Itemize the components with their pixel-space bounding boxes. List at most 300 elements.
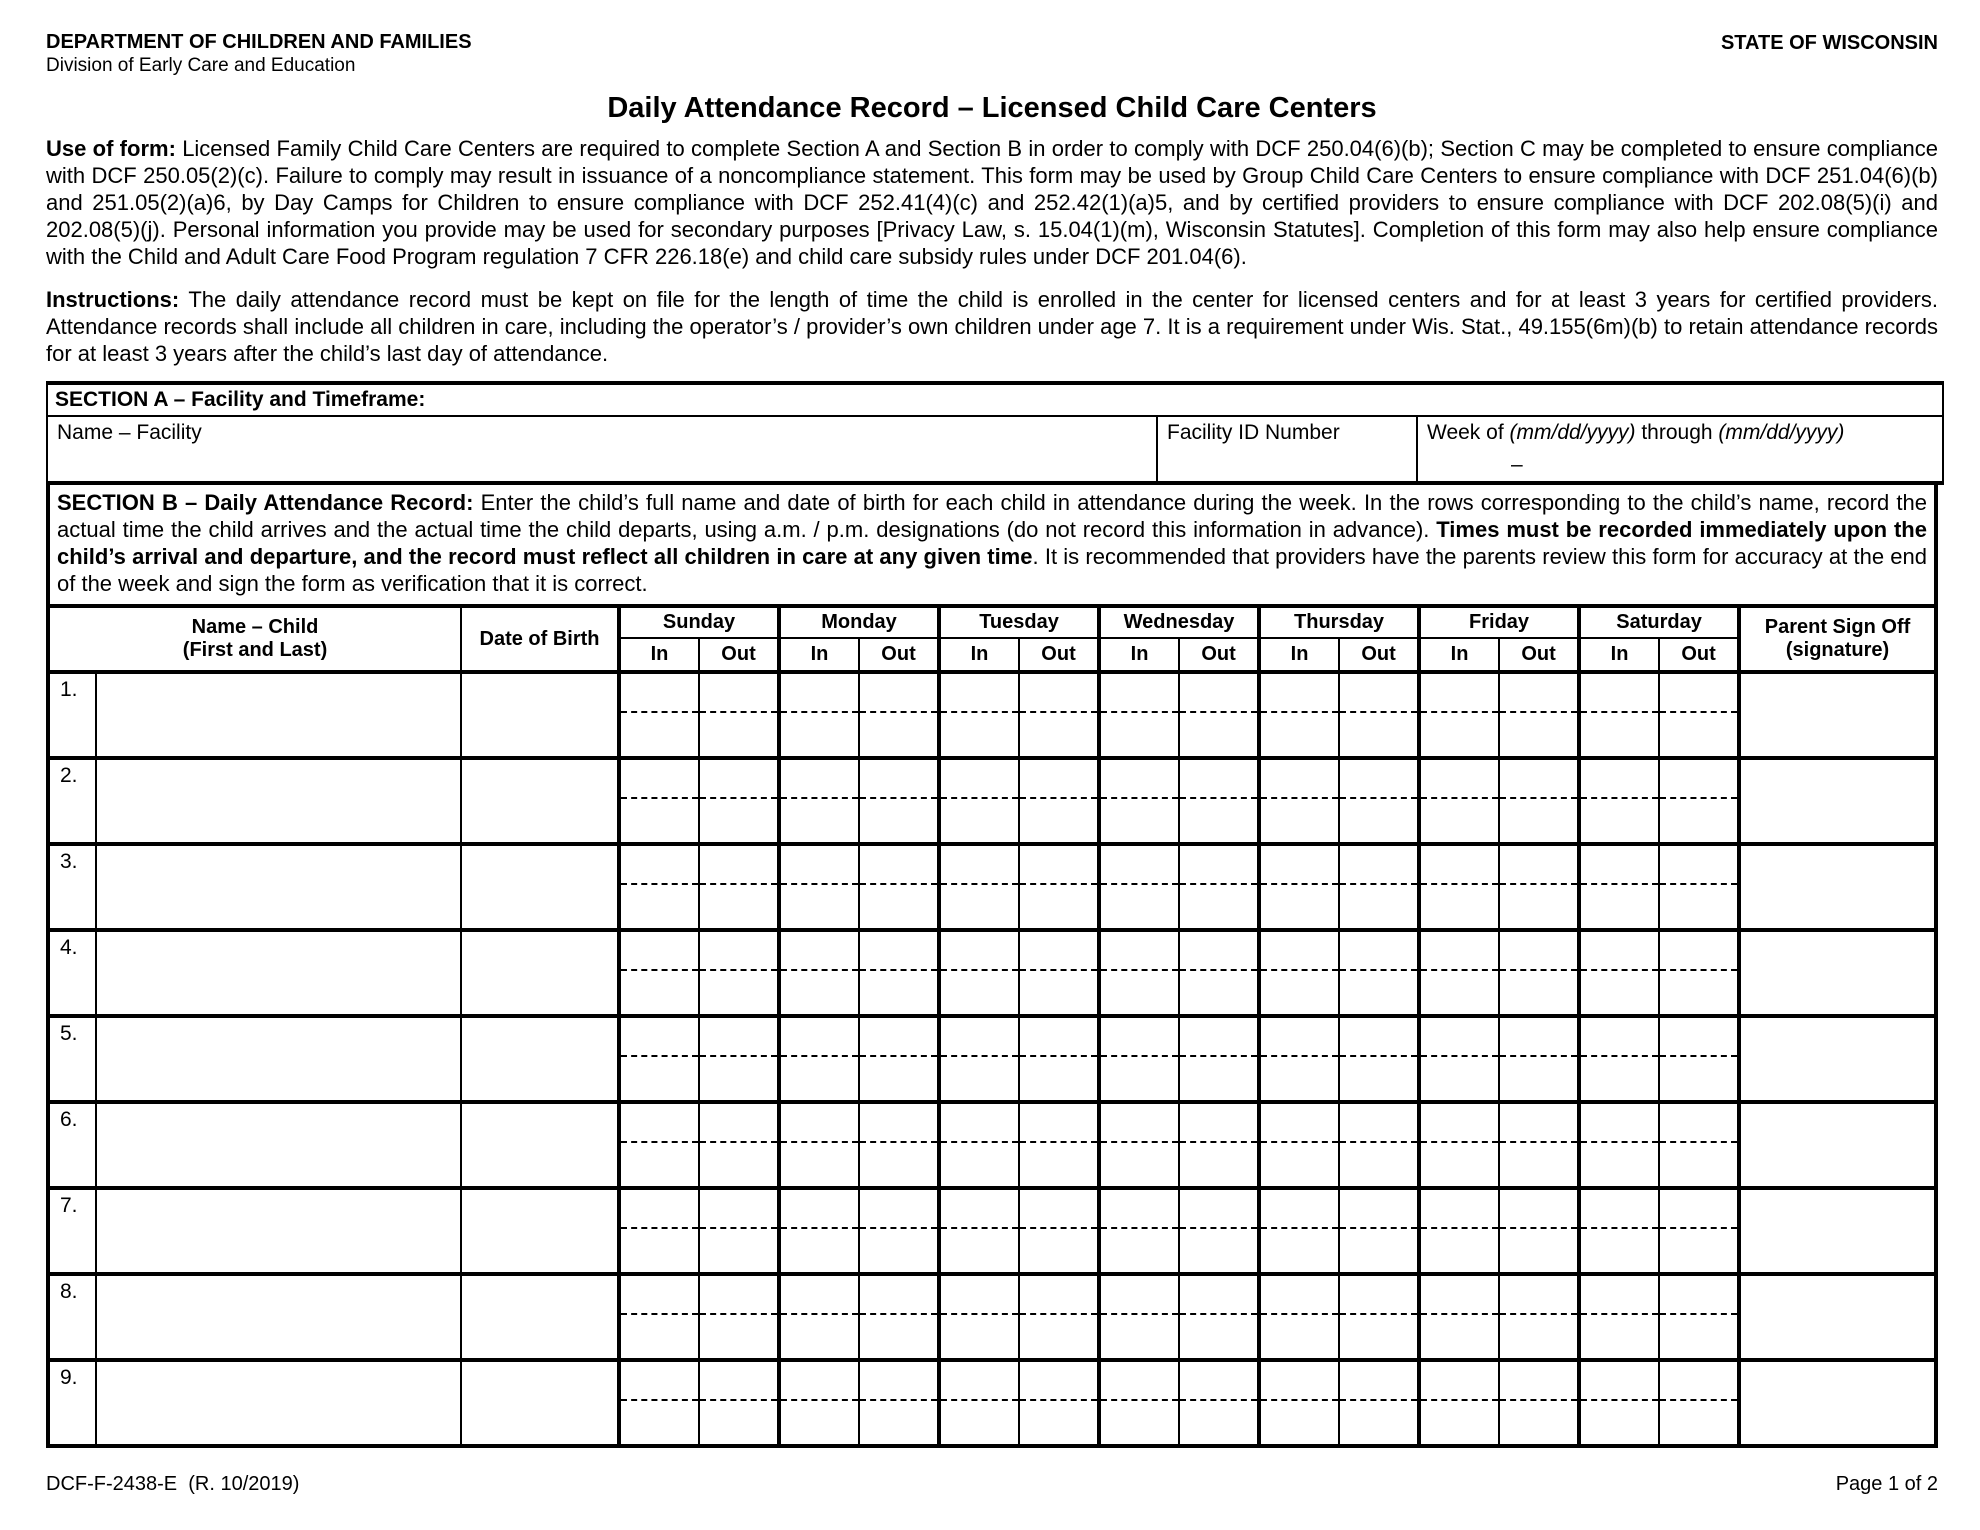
split-line bbox=[860, 711, 937, 713]
time-out-cell[interactable] bbox=[1659, 844, 1739, 930]
split-line bbox=[781, 1141, 858, 1143]
date-of-birth-cell[interactable] bbox=[461, 672, 619, 758]
time-out-cell[interactable] bbox=[1179, 758, 1259, 844]
time-out-cell[interactable] bbox=[1499, 672, 1579, 758]
split-line bbox=[781, 969, 858, 971]
name-child-header-line1: Name – Child bbox=[191, 616, 319, 638]
split-line bbox=[1101, 1313, 1178, 1315]
split-line bbox=[1660, 1055, 1737, 1057]
row-number: 6. bbox=[48, 1102, 96, 1188]
time-in-cell[interactable] bbox=[1419, 1360, 1499, 1446]
split-line bbox=[1500, 883, 1577, 885]
split-line bbox=[700, 969, 777, 971]
time-in-cell[interactable] bbox=[779, 844, 859, 930]
child-name-cell[interactable] bbox=[96, 758, 461, 844]
child-name-cell[interactable] bbox=[96, 672, 461, 758]
time-out-cell[interactable] bbox=[1499, 1360, 1579, 1446]
date-of-birth-cell[interactable] bbox=[461, 1016, 619, 1102]
child-name-cell[interactable] bbox=[96, 930, 461, 1016]
time-in-cell[interactable] bbox=[1419, 1016, 1499, 1102]
split-line bbox=[1180, 1313, 1257, 1315]
split-line bbox=[621, 883, 698, 885]
time-out-cell[interactable] bbox=[1659, 1016, 1739, 1102]
time-out-cell[interactable] bbox=[1179, 1274, 1259, 1360]
split-line bbox=[700, 711, 777, 713]
date-of-birth-cell[interactable] bbox=[461, 1188, 619, 1274]
time-out-cell[interactable] bbox=[1339, 758, 1419, 844]
section-a-table bbox=[46, 381, 1944, 485]
time-in-cell[interactable] bbox=[939, 1274, 1019, 1360]
time-in-cell[interactable] bbox=[939, 1102, 1019, 1188]
split-line bbox=[1581, 969, 1658, 971]
split-line bbox=[1660, 1313, 1737, 1315]
time-out-cell[interactable] bbox=[859, 930, 939, 1016]
time-in-cell[interactable] bbox=[1419, 1188, 1499, 1274]
time-in-cell[interactable] bbox=[619, 844, 699, 930]
child-name-cell[interactable] bbox=[96, 1016, 461, 1102]
time-in-cell[interactable] bbox=[619, 672, 699, 758]
time-in-cell[interactable] bbox=[1259, 844, 1339, 930]
split-line bbox=[1421, 1141, 1498, 1143]
time-out-cell[interactable] bbox=[699, 672, 779, 758]
child-name-cell[interactable] bbox=[96, 1360, 461, 1446]
split-line bbox=[1340, 1055, 1417, 1057]
split-line bbox=[1660, 883, 1737, 885]
split-line bbox=[1261, 969, 1338, 971]
time-in-cell[interactable] bbox=[1259, 1274, 1339, 1360]
time-in-cell[interactable] bbox=[619, 1360, 699, 1446]
split-line bbox=[621, 1313, 698, 1315]
time-in-cell[interactable] bbox=[779, 930, 859, 1016]
split-line bbox=[1340, 1227, 1417, 1229]
parent-signoff-cell[interactable] bbox=[1739, 672, 1936, 758]
split-line bbox=[941, 969, 1018, 971]
facility-id-field[interactable] bbox=[1157, 416, 1417, 483]
time-out-cell[interactable] bbox=[1019, 1188, 1099, 1274]
split-line bbox=[1101, 1141, 1178, 1143]
split-line bbox=[1660, 1399, 1737, 1401]
time-out-cell[interactable] bbox=[1499, 1102, 1579, 1188]
split-line bbox=[1180, 883, 1257, 885]
time-in-cell[interactable] bbox=[779, 672, 859, 758]
split-line bbox=[860, 1141, 937, 1143]
split-line bbox=[1581, 1055, 1658, 1057]
day-header-tuesday: Tuesday bbox=[939, 608, 1099, 638]
in-header: In bbox=[1259, 638, 1339, 672]
time-out-cell[interactable] bbox=[1659, 1102, 1739, 1188]
split-line bbox=[1500, 1399, 1577, 1401]
attendance-row bbox=[48, 930, 1936, 1016]
attendance-row bbox=[48, 1016, 1936, 1102]
date-of-birth-cell[interactable] bbox=[461, 1102, 619, 1188]
split-line bbox=[621, 969, 698, 971]
time-out-cell[interactable] bbox=[1659, 1360, 1739, 1446]
split-line bbox=[1340, 1141, 1417, 1143]
time-in-cell[interactable] bbox=[1579, 930, 1659, 1016]
split-line bbox=[1180, 1227, 1257, 1229]
split-line bbox=[1421, 1313, 1498, 1315]
attendance-row bbox=[48, 758, 1936, 844]
time-in-cell[interactable] bbox=[1419, 1102, 1499, 1188]
attendance-row bbox=[48, 1188, 1936, 1274]
split-line bbox=[1261, 1055, 1338, 1057]
time-in-cell[interactable] bbox=[1579, 1016, 1659, 1102]
time-out-cell[interactable] bbox=[1019, 1274, 1099, 1360]
time-in-cell[interactable] bbox=[1579, 1360, 1659, 1446]
split-line bbox=[1660, 1141, 1737, 1143]
split-line bbox=[1101, 969, 1178, 971]
split-line bbox=[941, 1141, 1018, 1143]
parent-signoff-cell[interactable] bbox=[1739, 1016, 1936, 1102]
time-in-cell[interactable] bbox=[779, 1016, 859, 1102]
section-b-paragraph bbox=[46, 485, 1938, 608]
date-of-birth-cell[interactable] bbox=[461, 1274, 619, 1360]
time-in-cell[interactable] bbox=[1099, 930, 1179, 1016]
time-in-cell[interactable] bbox=[1099, 844, 1179, 930]
child-name-cell[interactable] bbox=[96, 1274, 461, 1360]
time-out-cell[interactable] bbox=[1499, 1016, 1579, 1102]
time-out-cell[interactable] bbox=[699, 844, 779, 930]
time-out-cell[interactable] bbox=[1019, 1360, 1099, 1446]
split-line bbox=[860, 1313, 937, 1315]
time-out-cell[interactable] bbox=[1339, 1102, 1419, 1188]
date-of-birth-cell[interactable] bbox=[461, 930, 619, 1016]
split-line bbox=[1421, 711, 1498, 713]
section-b-heading: SECTION B – Daily Attendance Record: bbox=[57, 490, 474, 515]
split-line bbox=[1421, 883, 1498, 885]
row-number: 4. bbox=[48, 930, 96, 1016]
split-line bbox=[1340, 711, 1417, 713]
date-of-birth-cell[interactable] bbox=[461, 758, 619, 844]
split-line bbox=[1500, 969, 1577, 971]
time-in-cell[interactable] bbox=[939, 1016, 1019, 1102]
time-in-cell[interactable] bbox=[1099, 672, 1179, 758]
split-line bbox=[1020, 797, 1097, 799]
split-line bbox=[1581, 797, 1658, 799]
time-in-cell[interactable] bbox=[1259, 1016, 1339, 1102]
split-line bbox=[941, 711, 1018, 713]
time-out-cell[interactable] bbox=[1019, 1016, 1099, 1102]
time-in-cell[interactable] bbox=[1259, 758, 1339, 844]
split-line bbox=[860, 1227, 937, 1229]
split-line bbox=[700, 1399, 777, 1401]
time-in-cell[interactable] bbox=[1099, 758, 1179, 844]
time-in-cell[interactable] bbox=[779, 1360, 859, 1446]
out-header: Out bbox=[1339, 638, 1419, 672]
split-line bbox=[621, 711, 698, 713]
time-out-cell[interactable] bbox=[859, 1188, 939, 1274]
time-out-cell[interactable] bbox=[1659, 930, 1739, 1016]
split-line bbox=[941, 797, 1018, 799]
child-name-cell[interactable] bbox=[96, 1102, 461, 1188]
split-line bbox=[1500, 1227, 1577, 1229]
time-out-cell[interactable] bbox=[1179, 844, 1259, 930]
day-header-thursday: Thursday bbox=[1259, 608, 1419, 638]
row-number: 2. bbox=[48, 758, 96, 844]
time-in-cell[interactable] bbox=[1259, 1102, 1339, 1188]
page-number: Page 1 of 2 bbox=[1835, 1473, 1938, 1495]
split-line bbox=[700, 797, 777, 799]
parent-signoff-header-line2: (signature) bbox=[1785, 639, 1890, 661]
name-child-header-line2: (First and Last) bbox=[182, 639, 328, 661]
split-line bbox=[1581, 1313, 1658, 1315]
time-out-cell[interactable] bbox=[1179, 672, 1259, 758]
time-in-cell[interactable] bbox=[939, 672, 1019, 758]
split-line bbox=[941, 1055, 1018, 1057]
time-in-cell[interactable] bbox=[1579, 758, 1659, 844]
split-line bbox=[781, 711, 858, 713]
split-line bbox=[1261, 1227, 1338, 1229]
parent-signoff-cell[interactable] bbox=[1739, 1274, 1936, 1360]
time-in-cell[interactable] bbox=[1259, 1360, 1339, 1446]
page-header bbox=[46, 30, 1938, 78]
split-line bbox=[1421, 797, 1498, 799]
time-in-cell[interactable] bbox=[1579, 1102, 1659, 1188]
time-in-cell[interactable] bbox=[1259, 930, 1339, 1016]
time-in-cell[interactable] bbox=[1419, 758, 1499, 844]
time-out-cell[interactable] bbox=[859, 1102, 939, 1188]
time-in-cell[interactable] bbox=[1259, 672, 1339, 758]
attendance-row bbox=[48, 1274, 1936, 1360]
split-line bbox=[1261, 1313, 1338, 1315]
time-in-cell[interactable] bbox=[1259, 1188, 1339, 1274]
time-out-cell[interactable] bbox=[699, 1102, 779, 1188]
date-format-1: (mm/dd/yyyy) bbox=[1509, 421, 1636, 444]
state-name: STATE OF WISCONSIN bbox=[1720, 32, 1938, 54]
split-line bbox=[1261, 1399, 1338, 1401]
split-line bbox=[1421, 1227, 1498, 1229]
form-title: Daily Attendance Record – Licensed Child Care Centers bbox=[607, 92, 1377, 124]
day-header-monday: Monday bbox=[779, 608, 939, 638]
split-line bbox=[700, 883, 777, 885]
split-line bbox=[781, 1055, 858, 1057]
time-out-cell[interactable] bbox=[1659, 672, 1739, 758]
time-out-cell[interactable] bbox=[699, 1016, 779, 1102]
split-line bbox=[1020, 969, 1097, 971]
time-out-cell[interactable] bbox=[699, 758, 779, 844]
time-in-cell[interactable] bbox=[619, 1188, 699, 1274]
time-in-cell[interactable] bbox=[1099, 1274, 1179, 1360]
instructions-paragraph bbox=[46, 286, 1938, 367]
split-line bbox=[621, 1399, 698, 1401]
time-in-cell[interactable] bbox=[939, 930, 1019, 1016]
parent-signoff-cell[interactable] bbox=[1739, 930, 1936, 1016]
split-line bbox=[1101, 1055, 1178, 1057]
time-out-cell[interactable] bbox=[1499, 1274, 1579, 1360]
parent-signoff-cell[interactable] bbox=[1739, 1102, 1936, 1188]
time-in-cell[interactable] bbox=[1419, 930, 1499, 1016]
time-out-cell[interactable] bbox=[859, 672, 939, 758]
instructions-label: Instructions: bbox=[46, 287, 180, 312]
time-out-cell[interactable] bbox=[1499, 930, 1579, 1016]
time-in-cell[interactable] bbox=[1579, 1188, 1659, 1274]
row-number: 3. bbox=[48, 844, 96, 930]
day-header-wednesday: Wednesday bbox=[1099, 608, 1259, 638]
split-line bbox=[781, 1313, 858, 1315]
time-in-cell[interactable] bbox=[1419, 672, 1499, 758]
time-out-cell[interactable] bbox=[1179, 1102, 1259, 1188]
time-out-cell[interactable] bbox=[1179, 930, 1259, 1016]
time-out-cell[interactable] bbox=[859, 1360, 939, 1446]
split-line bbox=[781, 1399, 858, 1401]
time-in-cell[interactable] bbox=[779, 1102, 859, 1188]
instructions-text: The daily attendance record must be kept on file for the length of time the child is enrolled in the center for licensed centers and for at least 3 years for certified providers. Attendance records shall include all children in care, including the operator’s / provider’s own children under age 7. It is a requirement under Wis. Stat., 49.155(6m)(b) to retain attendance records for at least 3 years after the child’s last day of attendance. bbox=[46, 287, 1938, 366]
time-in-cell[interactable] bbox=[779, 758, 859, 844]
week-of-label: Week of (mm/dd/yyyy) through (mm/dd/yyyy) bbox=[1427, 421, 1845, 444]
time-in-cell[interactable] bbox=[1099, 1102, 1179, 1188]
split-line bbox=[1340, 797, 1417, 799]
time-in-cell[interactable] bbox=[939, 758, 1019, 844]
facility-name-field[interactable] bbox=[47, 416, 1157, 483]
out-header: Out bbox=[1659, 638, 1739, 672]
time-out-cell[interactable] bbox=[1019, 758, 1099, 844]
split-line bbox=[1180, 1399, 1257, 1401]
time-in-cell[interactable] bbox=[619, 1274, 699, 1360]
parent-signoff-cell[interactable] bbox=[1739, 758, 1936, 844]
time-out-cell[interactable] bbox=[1339, 844, 1419, 930]
split-line bbox=[781, 883, 858, 885]
time-in-cell[interactable] bbox=[1419, 844, 1499, 930]
time-in-cell[interactable] bbox=[1099, 1188, 1179, 1274]
time-out-cell[interactable] bbox=[1499, 758, 1579, 844]
parent-signoff-cell[interactable] bbox=[1739, 1360, 1936, 1446]
time-in-cell[interactable] bbox=[939, 844, 1019, 930]
section-b-text-2: . It is recommended that providers have the parents review this form for accuracy at the end of the week and sign the form as verification that it is correct. bbox=[57, 544, 1927, 596]
date-of-birth-cell[interactable] bbox=[461, 1360, 619, 1446]
split-line bbox=[1101, 883, 1178, 885]
time-in-cell[interactable] bbox=[1099, 1016, 1179, 1102]
split-line bbox=[1180, 711, 1257, 713]
time-out-cell[interactable] bbox=[1659, 1188, 1739, 1274]
time-out-cell[interactable] bbox=[1339, 1016, 1419, 1102]
split-line bbox=[1180, 797, 1257, 799]
out-header: Out bbox=[1019, 638, 1099, 672]
time-in-cell[interactable] bbox=[619, 930, 699, 1016]
time-out-cell[interactable] bbox=[1179, 1360, 1259, 1446]
day-header-friday: Friday bbox=[1419, 608, 1579, 638]
split-line bbox=[1581, 1399, 1658, 1401]
time-in-cell[interactable] bbox=[619, 1016, 699, 1102]
split-line bbox=[781, 797, 858, 799]
split-line bbox=[941, 883, 1018, 885]
attendance-row bbox=[48, 672, 1936, 758]
split-line bbox=[781, 1227, 858, 1229]
division-name: Division of Early Care and Education bbox=[46, 55, 356, 76]
time-out-cell[interactable] bbox=[859, 1016, 939, 1102]
row-number: 1. bbox=[48, 672, 96, 758]
time-out-cell[interactable] bbox=[1339, 930, 1419, 1016]
time-in-cell[interactable] bbox=[939, 1360, 1019, 1446]
time-out-cell[interactable] bbox=[1499, 1188, 1579, 1274]
time-out-cell[interactable] bbox=[1019, 1102, 1099, 1188]
section-a-heading: SECTION A – Facility and Timeframe: bbox=[47, 383, 1943, 416]
time-out-cell[interactable] bbox=[699, 930, 779, 1016]
time-out-cell[interactable] bbox=[1499, 844, 1579, 930]
time-out-cell[interactable] bbox=[699, 1360, 779, 1446]
split-line bbox=[941, 1399, 1018, 1401]
split-line bbox=[1421, 969, 1498, 971]
time-out-cell[interactable] bbox=[1179, 1188, 1259, 1274]
date-of-birth-cell[interactable] bbox=[461, 844, 619, 930]
time-out-cell[interactable] bbox=[1019, 844, 1099, 930]
time-out-cell[interactable] bbox=[859, 1274, 939, 1360]
time-out-cell[interactable] bbox=[859, 844, 939, 930]
row-number: 9. bbox=[48, 1360, 96, 1446]
time-out-cell[interactable] bbox=[1659, 1274, 1739, 1360]
split-line bbox=[860, 1399, 937, 1401]
split-line bbox=[700, 1313, 777, 1315]
time-out-cell[interactable] bbox=[1019, 930, 1099, 1016]
time-in-cell[interactable] bbox=[1579, 844, 1659, 930]
use-of-form-paragraph bbox=[46, 135, 1938, 270]
time-out-cell[interactable] bbox=[1339, 672, 1419, 758]
split-line bbox=[621, 797, 698, 799]
split-line bbox=[1421, 1055, 1498, 1057]
child-name-cell[interactable] bbox=[96, 1188, 461, 1274]
week-of-field[interactable] bbox=[1417, 416, 1943, 483]
split-line bbox=[1500, 797, 1577, 799]
attendance-row bbox=[48, 844, 1936, 930]
split-line bbox=[1261, 711, 1338, 713]
through-label: through bbox=[1641, 421, 1713, 444]
time-out-cell[interactable] bbox=[1019, 672, 1099, 758]
time-in-cell[interactable] bbox=[1579, 1274, 1659, 1360]
time-in-cell[interactable] bbox=[939, 1188, 1019, 1274]
time-out-cell[interactable] bbox=[699, 1274, 779, 1360]
split-line bbox=[1180, 1141, 1257, 1143]
time-out-cell[interactable] bbox=[859, 758, 939, 844]
in-header: In bbox=[1099, 638, 1179, 672]
split-line bbox=[621, 1141, 698, 1143]
out-header: Out bbox=[1499, 638, 1579, 672]
split-line bbox=[860, 1055, 937, 1057]
time-in-cell[interactable] bbox=[779, 1274, 859, 1360]
time-in-cell[interactable] bbox=[1419, 1274, 1499, 1360]
parent-signoff-cell[interactable] bbox=[1739, 844, 1936, 930]
split-line bbox=[1180, 969, 1257, 971]
split-line bbox=[1660, 1227, 1737, 1229]
split-line bbox=[1340, 883, 1417, 885]
child-name-cell[interactable] bbox=[96, 844, 461, 930]
out-header: Out bbox=[699, 638, 779, 672]
parent-signoff-header bbox=[1739, 608, 1936, 672]
split-line bbox=[1020, 1141, 1097, 1143]
time-out-cell[interactable] bbox=[699, 1188, 779, 1274]
use-of-form-label: Use of form: bbox=[46, 136, 176, 161]
attendance-table bbox=[46, 608, 1938, 1448]
split-line bbox=[1421, 1399, 1498, 1401]
time-in-cell[interactable] bbox=[1099, 1360, 1179, 1446]
time-out-cell[interactable] bbox=[1339, 1274, 1419, 1360]
parent-signoff-cell[interactable] bbox=[1739, 1188, 1936, 1274]
time-out-cell[interactable] bbox=[1339, 1188, 1419, 1274]
time-in-cell[interactable] bbox=[779, 1188, 859, 1274]
split-line bbox=[1020, 1227, 1097, 1229]
time-out-cell[interactable] bbox=[1659, 758, 1739, 844]
out-header: Out bbox=[1179, 638, 1259, 672]
date-format-2: (mm/dd/yyyy) bbox=[1718, 421, 1845, 444]
attendance-row bbox=[48, 1102, 1936, 1188]
time-out-cell[interactable] bbox=[1339, 1360, 1419, 1446]
split-line bbox=[1340, 1313, 1417, 1315]
time-in-cell[interactable] bbox=[619, 1102, 699, 1188]
split-line bbox=[941, 1313, 1018, 1315]
time-in-cell[interactable] bbox=[619, 758, 699, 844]
time-out-cell[interactable] bbox=[1179, 1016, 1259, 1102]
split-line bbox=[700, 1227, 777, 1229]
day-header-sunday: Sunday bbox=[619, 608, 779, 638]
time-in-cell[interactable] bbox=[1579, 672, 1659, 758]
